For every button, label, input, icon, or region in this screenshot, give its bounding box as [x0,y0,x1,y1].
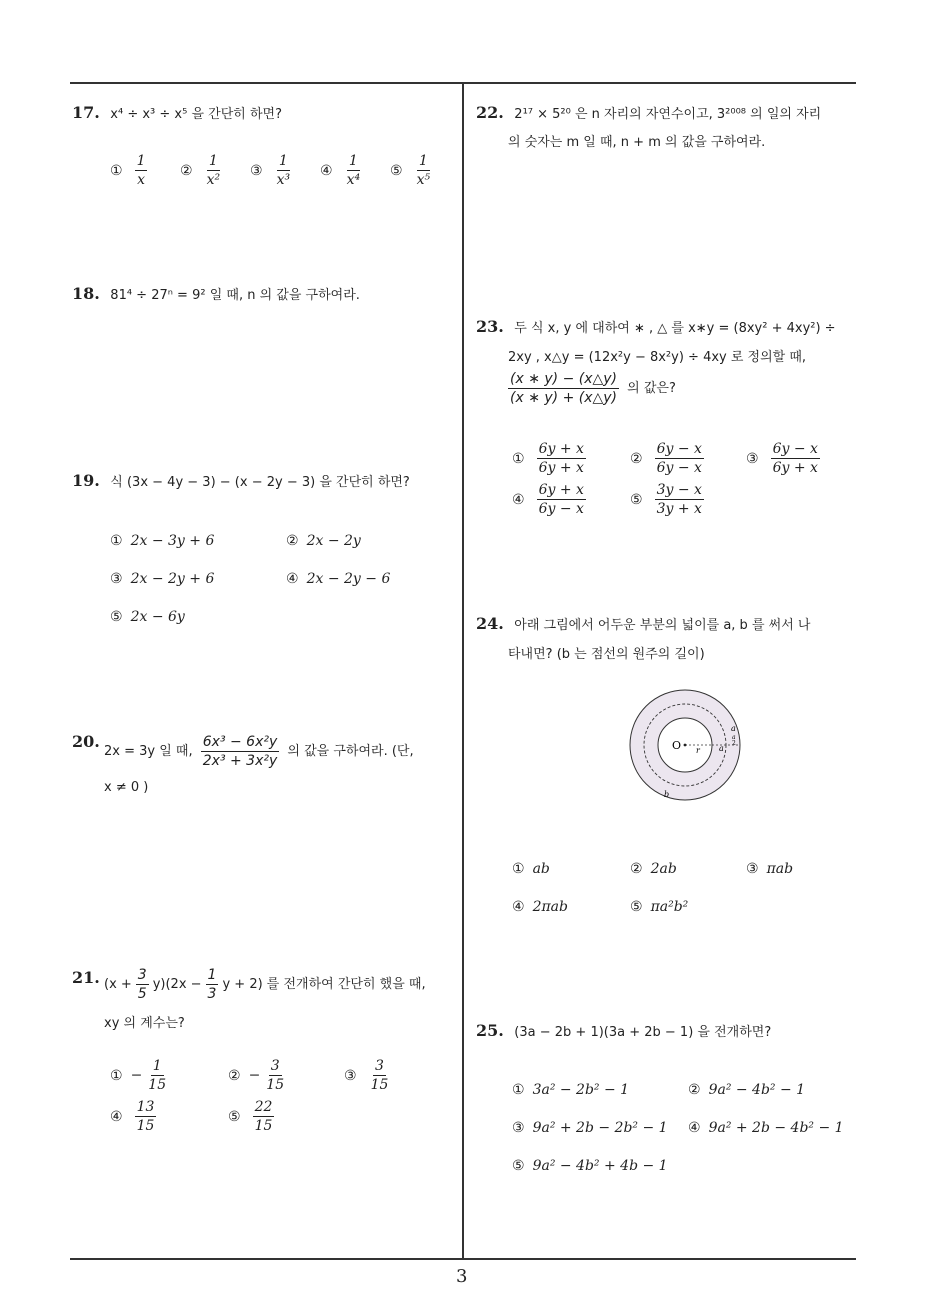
bottom-rule [70,1258,856,1260]
q25-option-5[interactable]: ⑤ 9a² − 4b² + 4b − 1 [512,1158,668,1174]
q21-option-1[interactable]: ① − $\frac{1}{15}$ [110,1058,167,1093]
question-number: 22. [476,103,504,122]
q21-option-3[interactable]: ③ $\frac{3}{15}$ [344,1058,389,1093]
q19-option-4[interactable]: ④ 2x − 2y − 6 [286,571,391,587]
q23-option-4[interactable]: ④ $\frac{6y + x}{6y - x}$ [512,482,584,517]
q19-option-3[interactable]: ③ 2x − 2y + 6 [110,571,215,587]
question-24-line2: 타내면? (b 는 점선의 원주의 길이) [508,647,705,662]
q25-option-1[interactable]: ① 3a² − 2b² − 1 [512,1082,630,1098]
question-text: 두 식 x, y 에 대하여 ∗ , △ 를 x∗y = (8xy² + 4xy²) ÷ [514,321,836,336]
page-number: 3 [456,1266,468,1287]
q21-option-2[interactable]: ② − $\frac{3}{15}$ [228,1058,285,1093]
q24-option-2[interactable]: ② 2ab [630,861,677,877]
question-21-text: (x + $\frac{3}{5}$ y)(2x − $\frac{1}{3}$ y + 2) 를 전개하여 간단히 했을 때, [104,967,426,1002]
question-text: x⁴ ÷ x³ ÷ x⁵ 을 간단히 하면? [110,107,282,122]
q17-option-1[interactable]: ① $\frac{1}{x}$ [110,153,146,188]
question-text: 2¹⁷ × 5²⁰ 은 n 자리의 자연수이고, 3²⁰⁰⁸ 의 일의 자리 [514,107,822,122]
q17-option-4[interactable]: ④ $\frac{1}{\text{x⁴}}$ [320,153,361,188]
q21-option-5[interactable]: ⑤ $\frac{22}{15}$ [228,1099,273,1134]
question-text: 아래 그림에서 어두운 부분의 넓이를 a, b 를 써서 나 [514,618,811,633]
q17-option-3[interactable]: ③ $\frac{1}{\text{x³}}$ [250,153,291,188]
question-25 [476,1021,771,1040]
q24-option-1[interactable]: ① ab [512,861,550,877]
question-number: 20. [72,732,100,751]
q23-option-5[interactable]: ⑤ $\frac{3y - x}{3y + x}$ [630,482,702,517]
column-divider [462,82,464,1258]
question-number: 17. [72,103,100,122]
label-r: r [696,746,700,755]
center-dot [684,744,687,747]
q24-option-3[interactable]: ③ πab [746,861,794,877]
label-b: b [664,790,670,799]
q23-option-1[interactable]: ① $\frac{6y + x}{6y + x}$ [512,441,584,476]
question-number: 25. [476,1021,504,1040]
question-number: 21. [72,968,100,987]
question-24 [476,614,810,633]
question-21 [72,968,106,987]
q19-option-1[interactable]: ① 2x − 3y + 6 [110,533,215,549]
q17-option-5[interactable]: ⑤ $\frac{1}{\text{x⁵}}$ [390,153,431,188]
q23-option-2[interactable]: ② $\frac{6y - x}{6y - x}$ [630,441,702,476]
label-a-mid: a [719,744,724,753]
question-22-line2: 의 숫자는 m 일 때, n + m 의 값을 구하여라. [508,135,766,150]
center-label: O [672,739,682,752]
label-a-half-den: 2 [732,740,736,747]
question-text: (3a − 2b + 1)(3a + 2b − 1) 을 전개하면? [514,1025,772,1040]
label-a-top: a [731,724,736,733]
question-22 [476,103,821,122]
question-23 [476,317,836,336]
question-text: 81⁴ ÷ 27ⁿ = 9² 일 때, n 의 값을 구하여라. [110,288,360,303]
question-17 [72,103,282,122]
question-20-text: 2x = 3y 일 때, $\frac{\text{6x³ − 6x²y}}{\text{2x³ + 3x²y}}$ 의 값을 구하여라. (단, [104,734,414,769]
question-20 [72,732,106,751]
question-number: 19. [72,471,100,490]
question-text: 식 (3x − 4y − 3) − (x − 2y − 3) 을 간단히 하면? [110,475,410,490]
question-20-line2: x ≠ 0 ) [104,780,149,795]
question-18 [72,284,360,303]
label-a-half-num: a [732,734,736,741]
q19-option-5[interactable]: ⑤ 2x − 6y [110,609,185,625]
q25-option-2[interactable]: ② 9a² − 4b² − 1 [688,1082,806,1098]
question-number: 23. [476,317,504,336]
question-21-line2: xy 의 계수는? [104,1016,185,1031]
question-number: 24. [476,614,504,633]
question-number: 18. [72,284,100,303]
question-19 [72,471,410,490]
q24-option-4[interactable]: ④ 2πab [512,899,568,915]
q19-option-2[interactable]: ② 2x − 2y [286,533,361,549]
annulus-figure [620,687,750,805]
q25-option-3[interactable]: ③ 9a² + 2b − 2b² − 1 [512,1120,668,1136]
q21-option-4[interactable]: ④ $\frac{13}{15}$ [110,1099,155,1134]
question-23-line2: 2xy , x△y = (12x²y − 8x²y) ÷ 4xy 로 정의할 때, [508,350,807,365]
q23-option-3[interactable]: ③ $\frac{6y - x}{6y + x}$ [746,441,818,476]
q24-option-5[interactable]: ⑤ πa²b² [630,899,689,915]
q25-option-4[interactable]: ④ 9a² + 2b − 4b² − 1 [688,1120,844,1136]
question-23-line3: $\frac{(x ∗ y) - (x\triangle y)}{(x ∗ y) + (x\triangle y)}$ 의 값은? [510,371,676,406]
q17-option-2[interactable]: ② $\frac{1}{\text{x²}}$ [180,153,221,188]
